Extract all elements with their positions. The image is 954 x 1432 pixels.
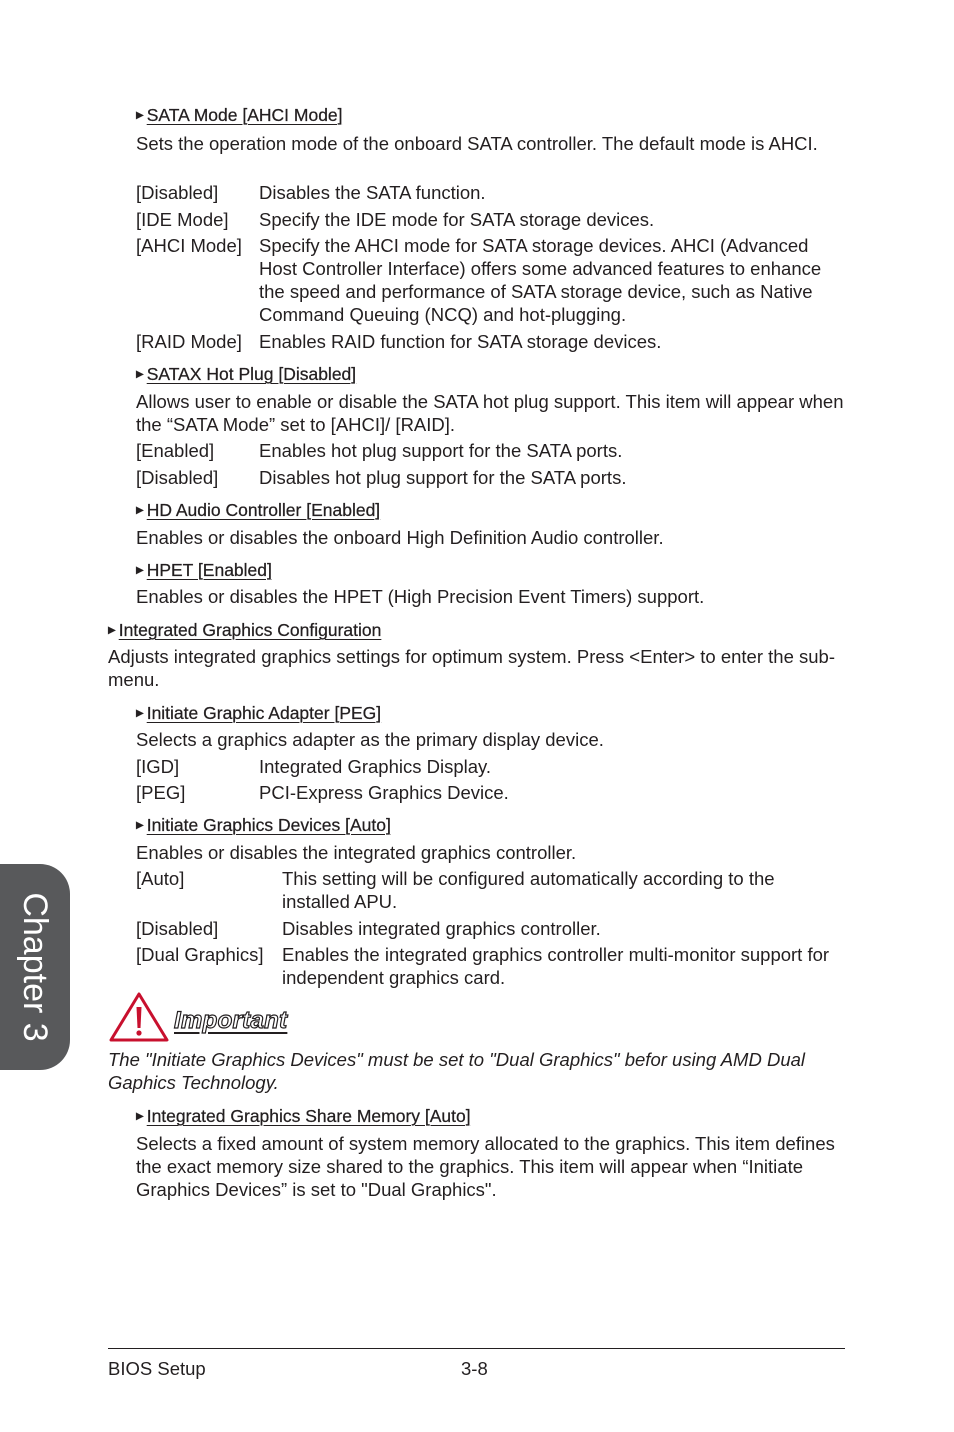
warning-triangle-icon [108, 991, 170, 1043]
option-key: [RAID Mode] [136, 331, 242, 352]
footer-page-number: 3-8 [461, 1358, 488, 1379]
initiate-graphic-adapter-description: Selects a graphics adapter as the primary display device. [136, 729, 604, 750]
heading-text: HPET [Enabled] [146, 560, 272, 580]
heading-text: HD Audio Controller [Enabled] [146, 500, 381, 520]
heading-initiate-graphics-devices [136, 814, 391, 840]
heading-text: Integrated Graphics Share Memory [Auto] [146, 1106, 471, 1126]
triangle-right-icon: ▶ [136, 708, 144, 719]
heading-text: SATAX Hot Plug [Disabled] [146, 364, 357, 384]
heading-initiate-graphic-adapter [136, 702, 381, 728]
triangle-right-icon: ▶ [136, 369, 144, 380]
option-key: [Disabled] [136, 182, 219, 203]
heading-hpet [136, 559, 272, 585]
important-title: Important [174, 1007, 288, 1034]
option-key: [IDE Mode] [136, 209, 229, 230]
integrated-graphics-description: Adjusts integrated graphics settings for optimum system. Press <Enter> to enter the sub-menu. [108, 646, 835, 690]
triangle-right-icon: ▶ [136, 110, 144, 121]
option-key: [Disabled] [136, 467, 219, 488]
hd-audio-description: Enables or disables the onboard High Definition Audio controller. [136, 527, 664, 548]
triangle-right-icon: ▶ [136, 1111, 144, 1122]
heading-integrated-graphics-share-memory [136, 1105, 471, 1131]
option-desc: Disables the SATA function. [259, 182, 486, 203]
heading-sata-mode [136, 104, 343, 130]
option-desc: Disables hot plug support for the SATA ports. [259, 467, 627, 488]
option-desc: PCI-Express Graphics Device. [259, 782, 509, 803]
chapter-label-text: Chapter 3 [16, 892, 54, 1042]
triangle-right-icon: ▶ [136, 820, 144, 831]
heading-integrated-graphics-configuration [108, 619, 381, 645]
hpet-description: Enables or disables the HPET (High Precision Event Timers) support. [136, 586, 705, 607]
option-key: [PEG] [136, 782, 186, 803]
option-key: [Dual Graphics] [136, 944, 264, 965]
heading-text: Initiate Graphics Devices [Auto] [146, 815, 391, 835]
option-desc: Enables RAID function for SATA storage devices. [259, 331, 662, 352]
option-key: [Auto] [136, 868, 185, 889]
heading-text: Integrated Graphics Configuration [118, 620, 382, 640]
heading-hd-audio-controller [136, 499, 380, 525]
option-desc: Disables integrated graphics controller. [282, 918, 601, 939]
option-desc: This setting will be configured automatically according to the installed APU. [282, 868, 775, 912]
heading-text: Initiate Graphic Adapter [PEG] [146, 703, 382, 723]
heading-satax-hot-plug [136, 363, 356, 389]
important-callout [108, 991, 408, 1043]
option-desc: Enables the integrated graphics controller multi-monitor support for independent graphics card. [282, 944, 830, 988]
option-key: [Enabled] [136, 440, 215, 461]
initiate-graphics-devices-description: Enables or disables the integrated graphics controller. [136, 842, 577, 863]
triangle-right-icon: ▶ [136, 505, 144, 516]
satax-hot-plug-description: Allows user to enable or disable the SATA hot plug support. This item will appear when the “SATA Mode” set to [AHCI]/ [RAID]. [136, 391, 844, 435]
option-desc: Enables hot plug support for the SATA ports. [259, 440, 623, 461]
footer-section-title: BIOS Setup [108, 1358, 206, 1379]
chapter-label [15, 892, 55, 1042]
heading-text: SATA Mode [AHCI Mode] [146, 105, 343, 125]
option-key: [IGD] [136, 756, 180, 777]
sata-mode-description: Sets the operation mode of the onboard SATA controller. The default mode is AHCI. [136, 133, 818, 154]
option-desc: Specify the AHCI mode for SATA storage devices. AHCI (Advanced Host Controller Interface) offers some advanced features to enhance the speed and performance of SATA storage device, such as Native Command Queuing (NCQ) and hot-plugging. [259, 235, 822, 325]
option-desc: Specify the IDE mode for SATA storage devices. [259, 209, 655, 230]
important-note: The "Initiate Graphics Devices" must be set to "Dual Graphics" befor using AMD Dual Gaphics Technology. [108, 1049, 806, 1093]
option-desc: Integrated Graphics Display. [259, 756, 492, 777]
footer-divider [108, 1348, 845, 1349]
triangle-right-icon: ▶ [108, 625, 116, 636]
option-key: [AHCI Mode] [136, 235, 242, 256]
triangle-right-icon: ▶ [136, 565, 144, 576]
option-key: [Disabled] [136, 918, 219, 939]
share-memory-description: Selects a fixed amount of system memory allocated to the graphics. This item defines the exact memory size shared to the graphics. This item will appear when “Initiate Graphics Devices” is set to "Dual Graphics". [136, 1133, 835, 1200]
